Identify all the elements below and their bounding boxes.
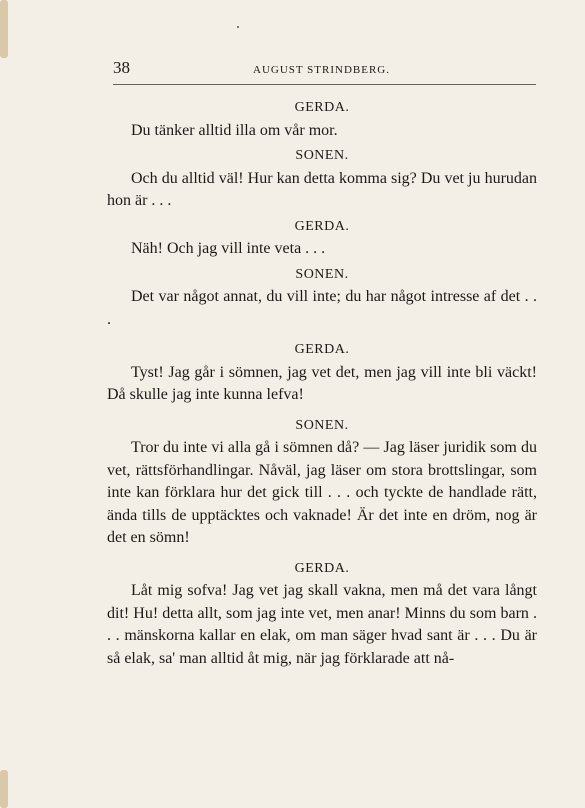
speaker-name: SONEN.	[295, 148, 349, 163]
speaker-name: GERDA.	[294, 560, 350, 576]
speaker-name: SONEN.	[295, 266, 349, 282]
dialogue-line: Det var något annat, du vill inte; du har något intresse af det . . .	[107, 288, 537, 328]
dialogue-line: Tyst! Jag går i sömnen, jag vet det, men jag vill inte bli väckt! Då skulle jag inte kunna lefva!	[107, 363, 537, 403]
dialogue-line: Låt mig sofva! Jag vet jag skall vakna, men må det vara långt dit! Hu! detta allt, som jag inte vet, men anar! Minns du som barn . . . mänskorna kallar en elak, om man säger hvad sant är . . . Du är så elak, sa' man alltid åt mig, när jag förklarade att nå-	[107, 582, 537, 667]
page-header	[113, 58, 536, 84]
binding-tape-top	[0, 0, 8, 58]
running-head: AUGUST STRINDBERG.	[253, 64, 390, 76]
dialogue-block	[107, 216, 537, 261]
page-number: 38	[113, 58, 130, 77]
dialogue-line: Du tänker alltid illa om vår mor.	[131, 121, 338, 139]
dialogue-block	[107, 97, 537, 142]
speaker-name: SONEN.	[295, 417, 349, 433]
speaker-name: GERDA.	[294, 100, 350, 115]
dialogue-line: Näh! Och jag vill inte veta . . .	[131, 240, 326, 257]
dialogue-line: Tror du inte vi alla gå i sömnen då? — Jag läser juridik som du vet, rättsförhandlingar. Nåväl, jag läser om stora brottslingar, som inte kan förklara hur det gick till . . . och tyckte de handlade rätt, ända tills de upptäcktes och vaknade! Är det inte en dröm, nog är det en sömn!	[107, 439, 537, 546]
binding-tape-bottom	[0, 770, 8, 808]
header-rule	[113, 84, 536, 85]
dialogue-block	[107, 339, 537, 407]
speaker-name: GERDA.	[294, 342, 350, 357]
speaker-name: GERDA.	[294, 218, 350, 234]
dialogue-block	[107, 145, 537, 213]
dialogue-block	[107, 264, 537, 332]
dialogue-line: Och du alltid väl! Hur kan detta komma sig? Du vet ju hurudan hon är . . .	[107, 169, 537, 209]
speck	[237, 26, 239, 28]
play-text	[107, 96, 537, 673]
dialogue-block	[107, 558, 537, 671]
dialogue-block	[107, 415, 537, 550]
